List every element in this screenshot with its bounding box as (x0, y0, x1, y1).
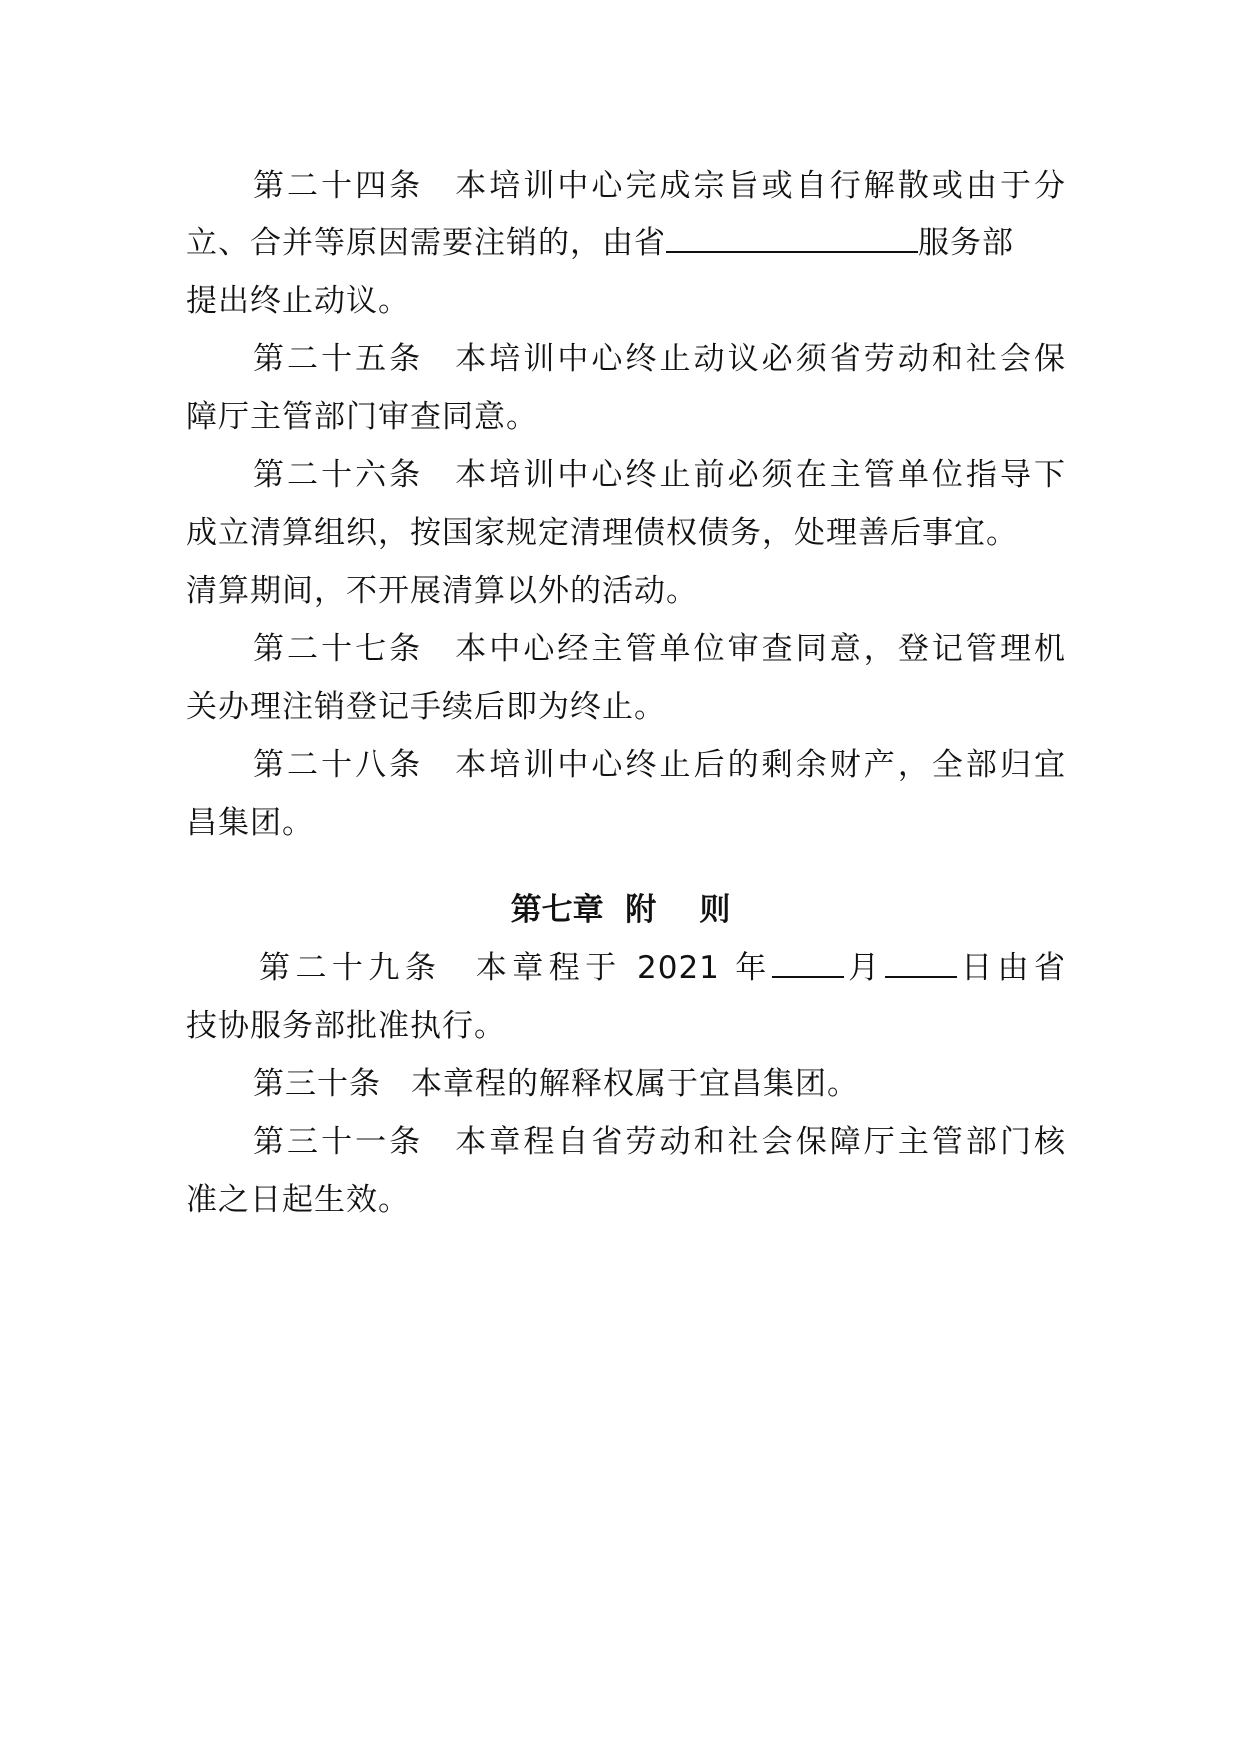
article-25-text-1: 本培训中心终止动议必须省劳动和社会保 (453, 341, 1066, 377)
article-31-line-2: 准之日起生效。 (186, 1182, 410, 1218)
article-29-line-1 (259, 948, 1066, 988)
article-29-text-1b: 月 (843, 950, 885, 986)
article-24-text-1: 本培训中心完成宗旨或自行解散或由于分 (453, 168, 1066, 204)
article-24-text-2b: 服务部 (918, 225, 1014, 261)
article-29-text-1c: 日由省 (956, 950, 1067, 986)
article-25-line-1 (253, 339, 1066, 379)
article-26-line-2: 成立清算组织，按国家规定清理债权债务，处理善后事宜。 (186, 515, 1018, 551)
article-28-heading: 第二十八条 (253, 747, 424, 783)
chapter-7-title: 第七章 附 则 (510, 892, 731, 928)
article-24-line-3: 提出终止动议。 (186, 283, 410, 319)
article-26-line-3: 清算期间，不开展清算以外的活动。 (186, 573, 698, 609)
article-28-text-1: 本培训中心终止后的剩余财产，全部归宜 (453, 747, 1066, 783)
article-28-line-1 (253, 745, 1066, 785)
article-28-line-2: 昌集团。 (186, 805, 314, 841)
blank-line-month (772, 948, 844, 978)
article-24-text-2a: 立、合并等原因需要注销的，由省 (186, 225, 666, 261)
article-25-heading: 第二十五条 (253, 341, 424, 377)
article-30-line-1 (253, 1064, 1066, 1104)
article-26-text-1: 本培训中心终止前必须在主管单位指导下 (453, 457, 1066, 493)
article-25-line-2: 障厅主管部门审查同意。 (186, 399, 538, 435)
blank-line-day (885, 948, 957, 978)
article-24-line-2 (186, 223, 1066, 263)
article-30-text-1: 本章程的解释权属于宜昌集团。 (411, 1066, 859, 1102)
article-26-heading: 第二十六条 (253, 457, 424, 493)
article-31-line-1 (253, 1122, 1066, 1162)
article-26-line-1 (253, 455, 1066, 495)
article-29-line-2: 技协服务部批准执行。 (186, 1008, 506, 1044)
article-29-heading: 第二十九条 (259, 950, 442, 986)
article-27-text-1: 本中心经主管单位审查同意，登记管理机 (453, 631, 1066, 667)
article-27-line-1 (253, 629, 1066, 669)
article-27-line-2: 关办理注销登记手续后即为终止。 (186, 689, 666, 725)
article-30-heading: 第三十条 (253, 1066, 381, 1102)
blank-line-1 (666, 223, 918, 253)
article-24-line-1 (253, 166, 1066, 206)
article-27-heading: 第二十七条 (253, 631, 424, 667)
article-24-heading: 第二十四条 (253, 168, 424, 204)
article-29-text-1a: 本章程于 2021 年 (471, 950, 772, 986)
article-31-text-1: 本章程自省劳动和社会保障厅主管部门核 (453, 1124, 1066, 1160)
article-31-heading: 第三十一条 (253, 1124, 424, 1160)
